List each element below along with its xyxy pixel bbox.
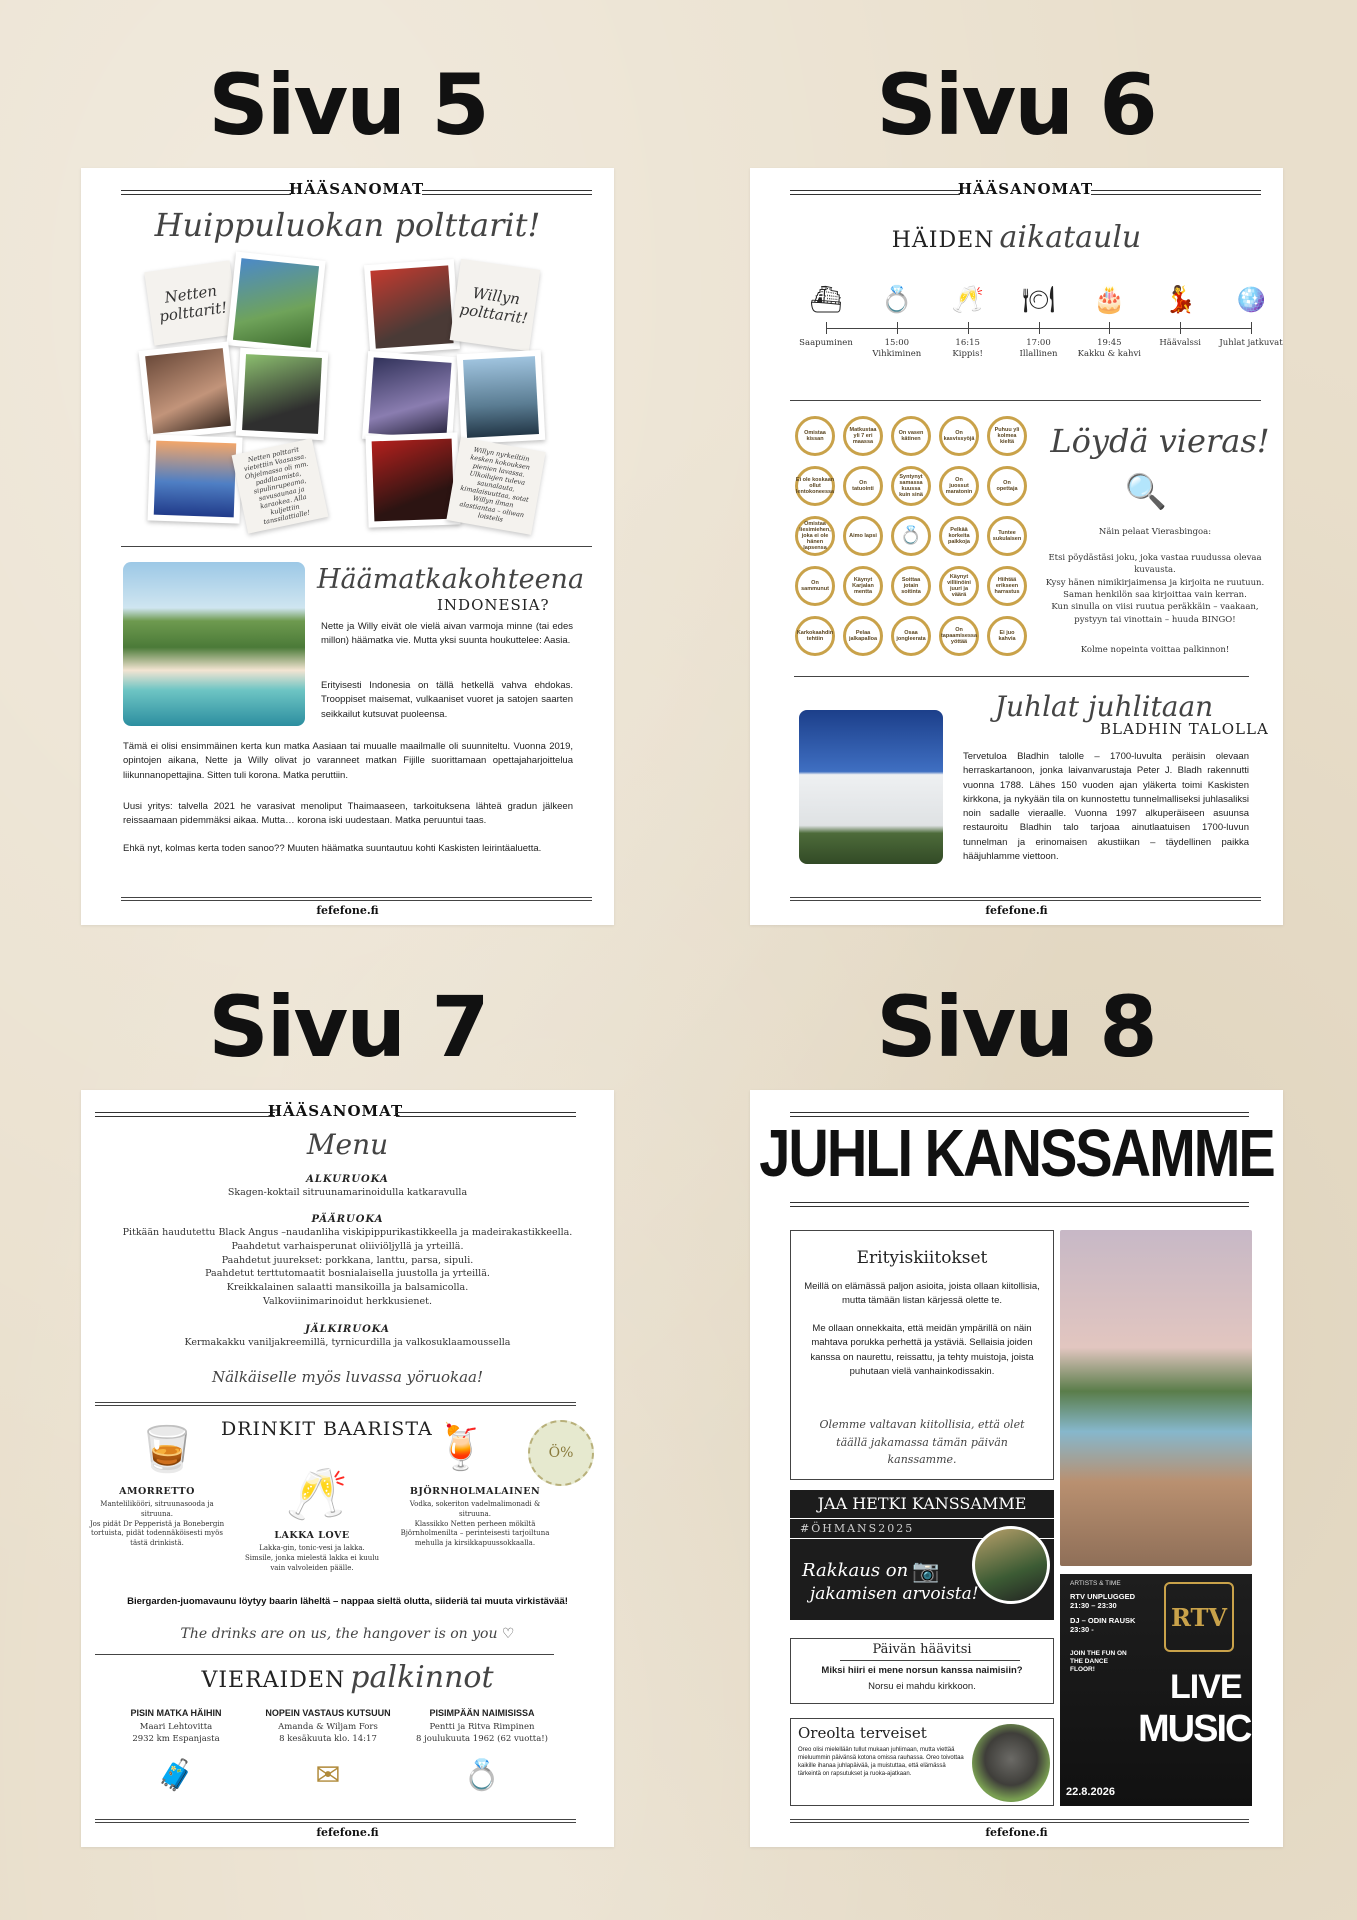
timeline (750, 278, 1283, 368)
masthead: HÄÄSANOMAT (121, 180, 592, 210)
menu-tagline: Nälkäiselle myös luvassa yöruokaa! (211, 1368, 484, 1386)
bingo-instructions-title: Näin pelaat Vierasbingoa: (1098, 527, 1212, 537)
footer-rule (790, 1819, 1249, 1823)
photo-indonesia-beach (123, 562, 305, 726)
venue-title: Juhlat juhlitaan (994, 690, 1214, 723)
drink-3-desc: Vodka, sokeriton vadelmalimonadi & sitruuna. Klassikko Netten perheen mökiltä Björnholmenilta – perinteisesti tarjoiltuna mehulla ja kirsikkapuussokkaalla. (400, 1500, 550, 1548)
joke-answer: Norsu ei mahdu kirkkoon. (868, 1681, 976, 1692)
drinks-tagline: The drinks are on us, the hangover is on you ♡ (180, 1626, 515, 1642)
oreo-text: Oreo olisi mielellään tullut mukaan juhlimaan, mutta viettää mieluummin päivänsä kotona omissa rauhassa. Oreo toivottaa kaikille ihanaa juhlapäivää, ja muistuttaa, että elämässä tärkeintä on rapsutukset ja ruoka-ajatkaan. (798, 1747, 964, 1778)
timeline-label: Häävalssi (1159, 338, 1201, 348)
dancing-couple-icon: 💃 (1163, 285, 1197, 315)
share-tagline-a: Rakkaus on (802, 1560, 909, 1581)
thanks-title: Erityiskiitokset (856, 1248, 988, 1268)
prize-detail: 8 joulukuuta 1962 (62 vuotta!) (415, 1733, 548, 1744)
oreo-photo (972, 1724, 1050, 1802)
page-7 (81, 1090, 614, 1847)
joke-title: Päivän häävitsi (872, 1642, 972, 1657)
footer-rule (790, 897, 1261, 901)
note-netten-text: Netten polttarit vietettiin Vaasassa. Ohjelmassa oli mm. paddlaamista, sipulinrupeama, savusaunaa ja karaokea. Alla kuljettiin tanssilattialle! (232, 438, 329, 533)
drink-2-name: LAKKA LOVE (274, 1530, 350, 1541)
poster-act-1: RTV UNPLUGGED 21:30 – 23:30 (1070, 1592, 1136, 1611)
timeline-label: Saapuminen (799, 338, 853, 348)
main-heading: PÄÄRUOKA (311, 1214, 384, 1225)
photo-bachelorette-4 (148, 434, 243, 523)
heading-page-5: Sivu 5 (208, 56, 488, 154)
footer-site[interactable]: fefefone.fi (316, 1826, 379, 1839)
bingo-cell[interactable]: Pelkää korkeita paikkoja (939, 516, 979, 556)
heading-page-7: Sivu 7 (208, 978, 488, 1076)
travel-paragraph-5: Ehkä nyt, kolmas kerta toden sanoo?? Muuten häämatka suuntautuu kohti Kaskisten leirintäaluetta. (123, 843, 542, 854)
bingo-grid (795, 416, 1035, 666)
bingo-cell[interactable]: Pelaa jalkapalloa (843, 616, 883, 656)
travel-paragraph-3: Tämä ei olisi ensimmäinen kerta kun matka Aasiaan tai muualle maailmalle oli suunniteltu. Vuonna 2019, opintojen aikana, Nette ja Willy olivat jo varanneet matkan Fijille suorittamaan opettajaharjoittelua liikunnanopettajina. Sitten tuli korona. Matka peruttiin. (123, 741, 573, 781)
lakka-glass-icon: 🥂 (285, 1464, 349, 1523)
timeline-label: 16:15 Kippis! (952, 338, 983, 360)
photo-bachelorette-2 (139, 342, 238, 441)
page-6 (750, 168, 1283, 925)
footer-site[interactable]: fefefone.fi (985, 1826, 1048, 1839)
bingo-cell[interactable]: Matkustaa yli 7 eri maassa (843, 416, 883, 456)
note-netten: Netten polttarit! (144, 260, 239, 345)
page-title: Huippuluokan polttarit! (154, 206, 541, 244)
bingo-cell[interactable]: Käynyt Karjalan mentta (843, 566, 883, 606)
bingo-cell[interactable]: Omistaa liesimiehen, joka ei ole hänen lapsensa (795, 516, 835, 556)
joke-question: Miksi hiiri ei mene norsun kanssa naimisiin? (821, 1665, 1023, 1676)
prize-title: PISIN MATKA HÄIHIN (130, 1708, 222, 1718)
disco-ball-icon: 🪩 (1234, 285, 1268, 315)
bingo-cell[interactable]: Karkokaahdin tehtiin (795, 616, 835, 656)
suitcase-icon: 🧳 (157, 1757, 195, 1793)
share-tagline-b: jakamisen arvoista! (810, 1584, 979, 1604)
dessert-text: Kermakakku vaniljakreemillä, tyrnicurdilla ja valkosuklaamoussella (184, 1337, 511, 1348)
prize-item (407, 1708, 557, 1793)
photo-stag-3 (457, 350, 546, 444)
share-photo (972, 1526, 1050, 1604)
heading-page-6: Sivu 6 (876, 56, 1156, 154)
venue-subtitle: BLADHIN TALOLLA (1100, 720, 1269, 738)
photo-stag-4 (365, 432, 460, 527)
menu-title: Menu (306, 1128, 389, 1161)
cocktail-glass-icon: 🍹 (433, 1422, 489, 1473)
share-title: JAA HETKI KANSSAMME (817, 1494, 1027, 1513)
plate-icon: 🍽 (1021, 285, 1055, 315)
footer-site[interactable]: fefefone.fi (316, 904, 379, 917)
main-text: Pitkään haudutettu Black Angus –naudanliha viskipippurikastikkeella ja madeirakastikkeella. Paahdetut varhaisperunat oliiviöljyllä ja yrteillä. Paahdetut juurekset: porkkana, lanttu, parsa, sipuli. Paahdetut terttutomaatit bosnialaisella juustolla ja yrteillä. Kreikkalainen salaatti mansikoilla ja balsamicolla. Valkoviinimarinoidut herkkusienet. (122, 1227, 573, 1307)
prize-winner: Maari Lehtovitta (139, 1722, 213, 1732)
bingo-cell[interactable]: On tapaamisessa yöttää (939, 616, 979, 656)
bingo-cell[interactable]: Syntynyt samassa kuussa kuin sinä (891, 466, 931, 506)
poster-date: 22.8.2026 (1066, 1786, 1115, 1798)
thanks-paragraph-3: Olemme valtavan kiitollisia, että olet täällä jakamassa tämän päivän kanssamme. (819, 1418, 1025, 1467)
bingo-cell[interactable]: On sammunut (795, 566, 835, 606)
bingo-center-rings-icon[interactable]: 💍 (891, 516, 931, 556)
travel-paragraph-2: Erityisesti Indonesia on tällä hetkellä vahva ehdokas. Trooppiset maisemat, vulkaaniset vuoret ja satojen saarten seikkailut kutsuvat puoleensa. (321, 680, 573, 720)
bingo-cell[interactable]: Hiihtää erikseen harrastus (987, 566, 1027, 606)
footer-rule (121, 897, 592, 901)
bingo-cell[interactable]: Ei juo kahvia (987, 616, 1027, 656)
bingo-cell[interactable]: Puhuu yli kolmea kieltä (987, 416, 1027, 456)
page-5 (81, 168, 614, 925)
prize-title: PISIMPÄÄN NAIMISISSA (429, 1708, 535, 1718)
magnifying-glass-icon: 🔍 (1124, 472, 1168, 512)
photo-couple (1060, 1230, 1252, 1566)
prize-item (253, 1708, 403, 1793)
poster-artists-label: ARTISTS & TIME (1070, 1580, 1121, 1587)
drink-badge: Ö% (528, 1420, 594, 1486)
bingo-cell[interactable]: Soittaa jotain soitinta (891, 566, 931, 606)
bingo-title: Löydä vieras! (1050, 422, 1270, 460)
thanks-paragraph-2: Me ollaan onnekkaita, että meidän ympärillä on näin mahtava porukka perhettä ja ystäviä. Sellaisia joiden kanssa on naurettu, reissattu, ja tehty muistoja, joista puhutaan vielä vanhainkodissakin. (810, 1323, 1034, 1377)
photo-bachelorette-1 (226, 252, 325, 355)
biergarden-note: Biergarden-juomavaunu löytyy baarin läheltä – nappaa sieltä olutta, siideriä tai muuta virkistävää! (127, 1596, 568, 1607)
prizes-title: VIERAIDEN palkinnot (201, 1660, 494, 1695)
travel-paragraph-4: Uusi yritys: talvella 2021 he varasivat menoliput Thaimaaseen, tarkoituksena lähteä gradun jälkeen reissaamaan pidemmäksi aikaa. Mutta… korona iski uudestaan. Matka peruuntui taas. (123, 801, 573, 827)
cake-icon: 🎂 (1093, 285, 1126, 315)
photo-stag-1 (364, 259, 460, 355)
bingo-cell[interactable]: Osaa jongleerata (891, 616, 931, 656)
venue-text: Tervetuloa Bladhin talolle – 1700-luvulta peräisin olevaan herraskartanoon, jonka laivanvarustaja Peter J. Bladh rakennutti vuonna 1788. Lähes 150 vuoden ajan yläkerta toimi Kaskisten kirkkona, ja nykyään tila on kunnostettu tunnelmalliseksi juhlasaliksi noin sadalle vieraalle. Vuonna 1997 alkuperäiseen asuunsa restauroitu Bladhin talo tarjoaa ainutlaatuisen 1700-luvun tunnelman ja erinomaisen akustiikan – täydellinen paikka hääjuhlamme viettoon. (963, 751, 1249, 862)
masthead: HÄÄSANOMAT (790, 180, 1261, 210)
prize-detail: 8 kesäkuuta klo. 14:17 (279, 1733, 377, 1744)
heading-page-8: Sivu 8 (876, 978, 1156, 1076)
rings-icon: 💍 (463, 1757, 501, 1793)
amaretto-glass-icon: 🥃 (139, 1424, 195, 1475)
prize-winner: Amanda & Wiljam Fors (278, 1722, 378, 1732)
bingo-prize-note: Kolme nopeinta voittaa palkinnon! (1080, 645, 1230, 655)
bingo-cell[interactable]: Tuntee sukulaisen (987, 516, 1027, 556)
share-hashtag: #ÖHMANS2025 (800, 1522, 915, 1535)
boat-icon: ⛴ (809, 285, 843, 315)
photo-bachelorette-3 (236, 348, 328, 440)
drink-1-name: AMORRETTO (119, 1486, 195, 1497)
bingo-instructions: Etsi pöydästäsi joku, joka vastaa ruudussa olevaa kuvausta. Kysy hänen nimikirjaimensa ja kirjoita ne ruutuun. Saman henkilön saa kirjoittaa vain kerran. Kun sinulla on viisi ruutua peräkkäin – vaakaan, pystyyn tai vinottain – huuda BINGO! (1045, 553, 1265, 625)
dessert-heading: JÄLKIRUOKA (305, 1324, 390, 1335)
prize-item (101, 1708, 251, 1793)
bingo-cell[interactable]: Käynyt villiinöini juuri ja väärä (939, 566, 979, 606)
page-8 (750, 1090, 1283, 1847)
drinks-title: DRINKIT BAARISTA (221, 1418, 433, 1440)
thanks-paragraph-1: Meillä on elämässä paljon asioita, joista ollaan kiitollisia, mutta tämään listan kärjessä olette te. (804, 1281, 1040, 1307)
oreo-title: Oreolta terveiset (798, 1724, 927, 1742)
drink-1-desc: Mantelilikööri, sitruunasooda ja sitruuna. Jos pidät Dr Pepperistä ja Bonebergin tortuista, pidät todennäköisesti myös tästä drinkistä. (89, 1500, 225, 1548)
bingo-cell[interactable]: On tatuointi (843, 466, 883, 506)
poster-logo: RTV (1164, 1582, 1234, 1652)
starter-heading: ALKURUOKA (306, 1174, 389, 1185)
photo-stag-2 (362, 351, 458, 445)
travel-subtitle: INDONESIA? (437, 596, 550, 614)
footer-site[interactable]: fefefone.fi (985, 904, 1048, 917)
travel-paragraph-1: Nette ja Willy eivät ole vielä aivan varmoja minne (tai edes millon) häämatka vie. Mutta yksi suunta houkuttelee: Aasia. (321, 621, 573, 647)
prizes-row (81, 1708, 614, 1818)
poster-live: LIVE (1170, 1668, 1242, 1706)
travel-title: Häämatkakohteena (317, 564, 585, 595)
poster-music: MUSIC (1138, 1708, 1251, 1750)
prize-detail: 2932 km Espanjasta (132, 1733, 220, 1744)
rings-icon: 💍 (880, 285, 914, 315)
poster-join: JOIN THE FUN ON THE DANCE FLOOR! (1070, 1650, 1127, 1674)
drink-2-desc: Lakka-gin, tonic-vesi ja lakka. Simsile, jonka mielestä lakka ei kuulu vain valvoleiden päälle. (245, 1544, 379, 1572)
prize-title: NOPEIN VASTAUS KUTSUUN (265, 1708, 391, 1718)
prize-winner: Pentti ja Ritva Rimpinen (429, 1722, 535, 1732)
envelope-icon: ✉ (315, 1757, 341, 1793)
bingo-cell[interactable]: On opettaja (987, 466, 1027, 506)
bingo-cell[interactable]: Ei ole koskaan ollut lentokoneessa (795, 466, 835, 506)
note-willyn-text: Willyn nyrkeiltiin kesken kokouksen pienien lavassa. Ulkoilujen tuleva saunalauta, kimalaisuuttaa, sotat Willyn ilman alastiantaa – oliwan loistelis (446, 437, 545, 535)
poster-act-2: DJ – ODIN RAUSK 23:30 - (1070, 1616, 1136, 1635)
bingo-cell[interactable]: On juossut maratonin (939, 466, 979, 506)
timeline-label: Juhlat jatkuvat (1219, 338, 1283, 348)
camera-icon: 📷 (912, 1558, 940, 1584)
bingo-cell[interactable]: On kasvissyöjä (939, 416, 979, 456)
starter-text: Skagen-koktail sitruunamarinoidulla katkaravulla (227, 1187, 468, 1198)
page-title: JUHLI KANSSAMME (759, 1114, 1274, 1191)
timeline-label: 19:45 Kakku & kahvi (1077, 338, 1142, 360)
timeline-label: 17:00 Illallinen (1019, 338, 1058, 360)
schedule-title: HÄIDEN aikataulu (891, 220, 1142, 255)
timeline-label: 15:00 Vihkiminen (872, 338, 922, 360)
photo-bladh-house (799, 710, 943, 864)
champagne-icon: 🥂 (951, 285, 984, 315)
drink-3-name: BJÖRNHOLMALAINEN (409, 1486, 541, 1497)
bingo-cell[interactable]: Aimo lapsi (843, 516, 883, 556)
bingo-cell[interactable]: Omistaa kissan (795, 416, 835, 456)
masthead: HÄÄSANOMAT (95, 1102, 576, 1132)
bingo-cell[interactable]: On vasen kätinen (891, 416, 931, 456)
footer-rule (95, 1819, 576, 1823)
note-willyn: Willyn polttarit! (450, 259, 541, 351)
